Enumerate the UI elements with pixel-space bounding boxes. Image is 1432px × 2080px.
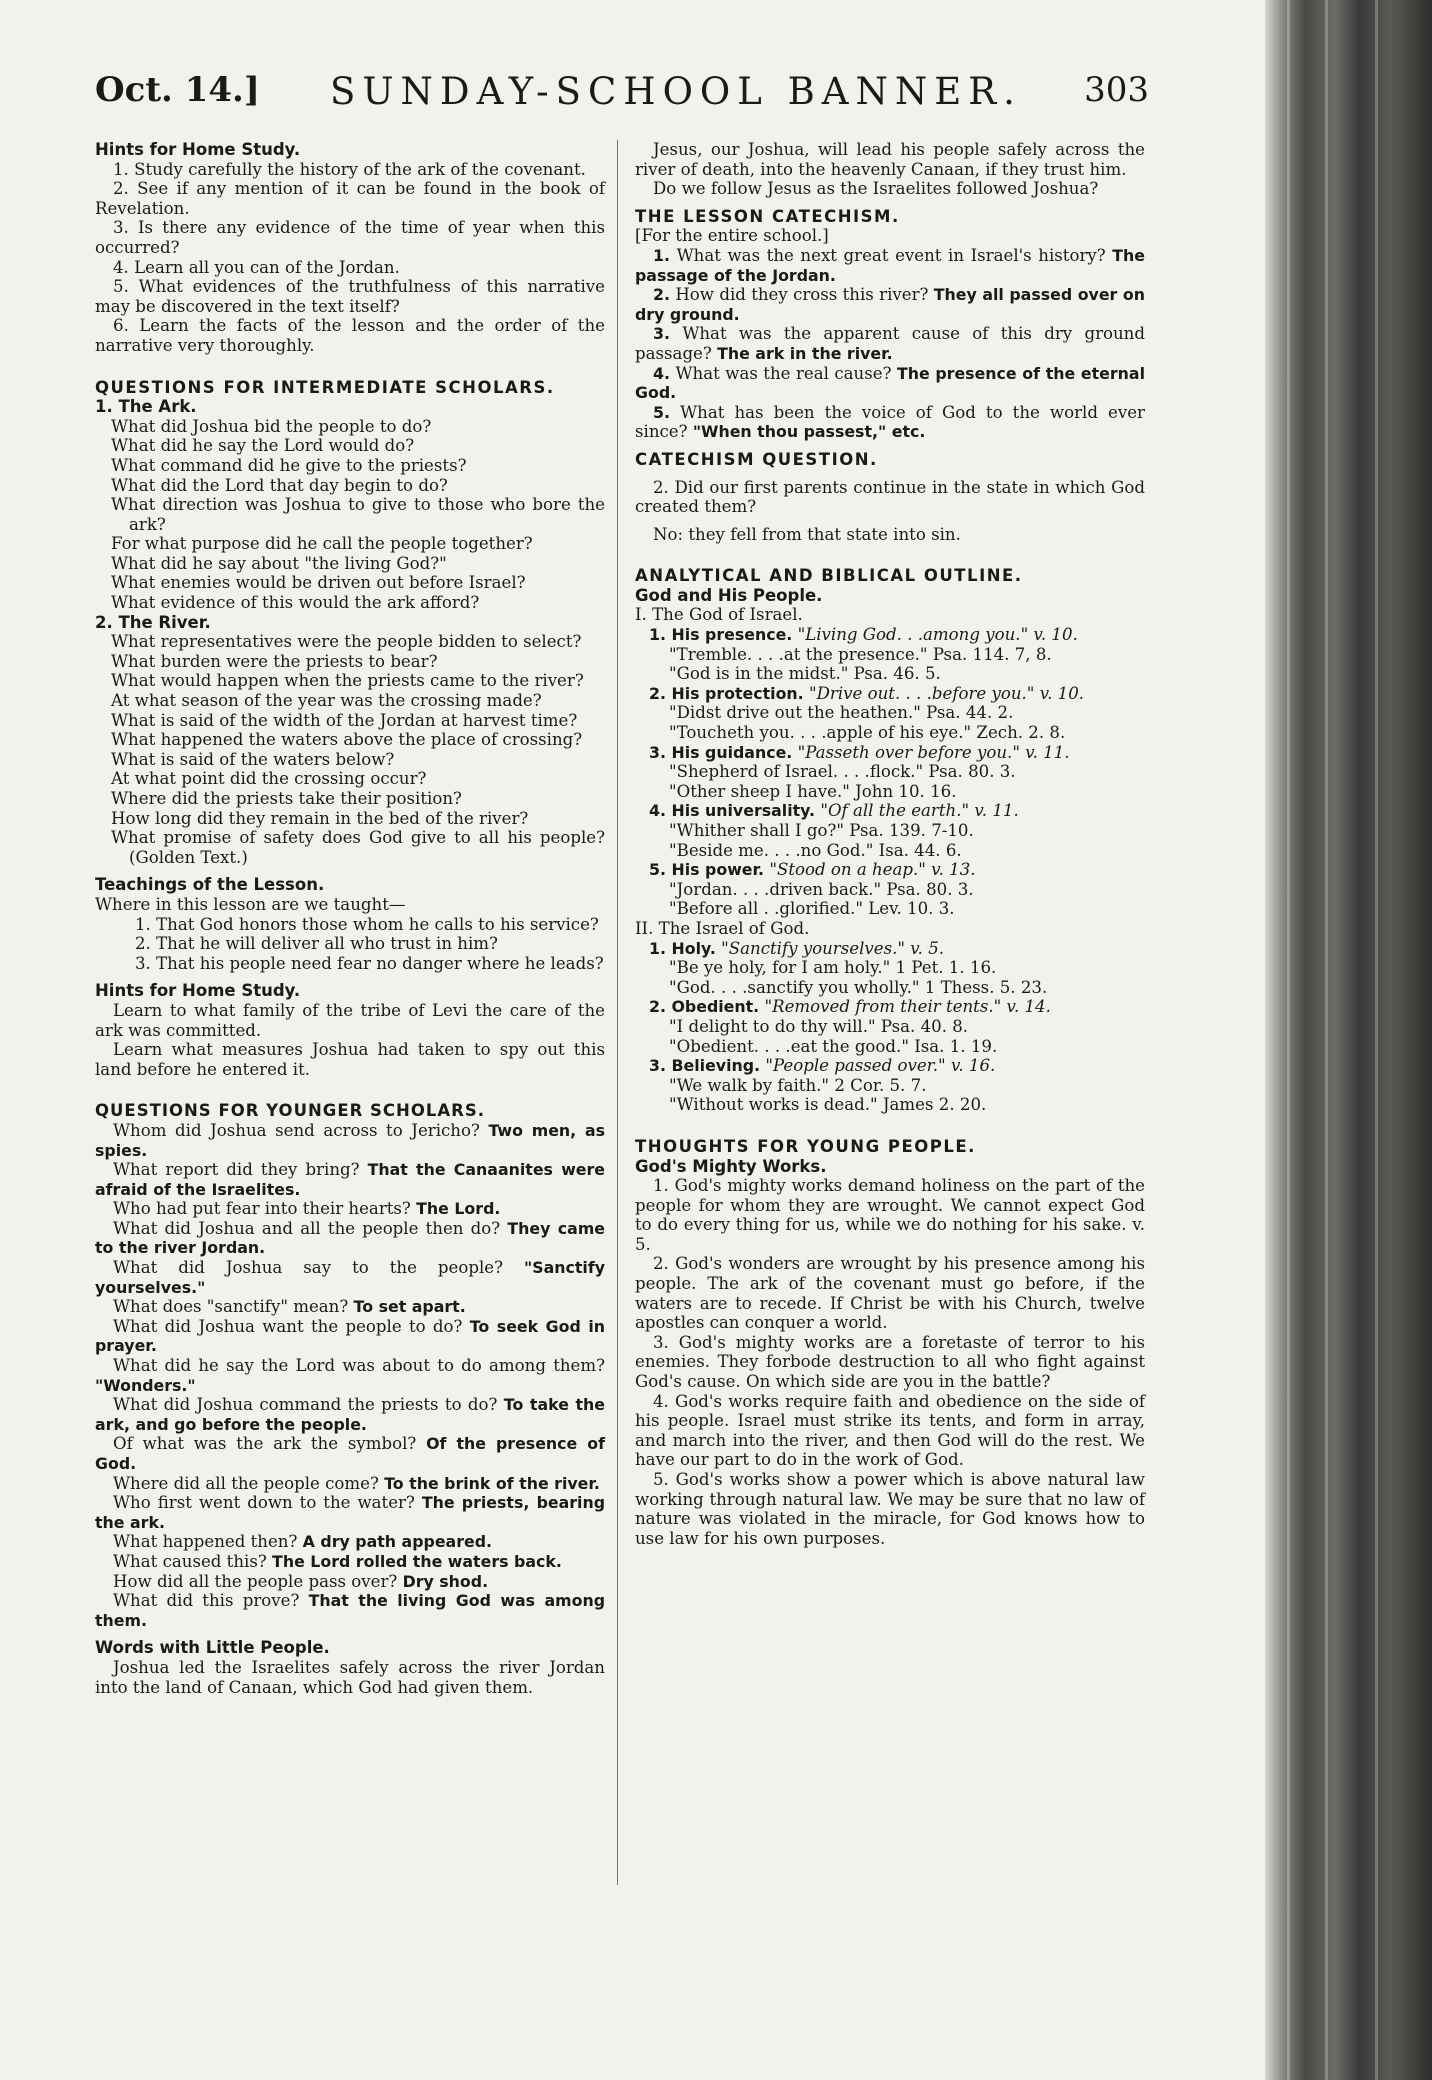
teaching-item: 1. That God honors those whom he calls to his service? [135,914,599,934]
outline-reference: "Whither shall I go?" Psa. 139. 7-10. [669,821,974,840]
answer-text: The priests, bearing the ark. [95,1493,606,1532]
question-item: What direction was Joshua to give to those who bore the ark? [111,495,605,534]
hint-item: 1. Study carefully the history of the ark of the covenant. [113,159,586,179]
hint-item: Learn what measures Joshua had taken to spy out this land before he entered it. [95,1040,605,1079]
question-text: What caused this? [113,1551,267,1571]
section-river-title: 2. The River. [95,612,211,632]
issue-date: Oct. 14.] [95,70,260,110]
qa-item [95,1356,605,1395]
answer-text: A dry path appeared. [302,1532,493,1552]
hints-list [95,160,605,356]
catechism-item [635,403,1145,442]
outline-point [635,860,1145,880]
thoughts-subheading: God's Mighty Works. [635,1156,827,1176]
outline-reference: "Before all . .glorified." Lev. 10. 3. [669,899,955,919]
hint-item: 5. What evidences of the truthfulness of this narrative may be discovered in the text itself? [95,277,605,316]
cq-answer: No: they fell from that state into sin. [653,524,961,544]
qa-item [95,1297,605,1317]
hint-item: 3. Is there any evidence of the time of year when this occurred? [95,218,605,257]
question-item: What did he say about "the living God?" [111,553,447,573]
outline-section-title: I. The God of Israel. [635,605,803,625]
outline-reference: "God. . . .sanctify you wholly." 1 Thess. 5. 23. [669,977,1048,997]
qa-item [95,1395,605,1434]
outline-body [635,605,1145,1114]
outline-reference: "Toucheth you. . . .apple of his eye." Zech. 2. 8. [669,723,1066,743]
qa-item [95,1572,605,1592]
hint-item: Learn to what family of the tribe of Levi the care of the ark was committed. [95,1000,605,1040]
question-text: Whom did Joshua send across to Jericho? [113,1120,480,1140]
hint-item: 6. Learn the facts of the lesson and the order of the narrative very thoroughly. [95,316,605,355]
younger-qa-list [95,1121,605,1630]
question-item: What happened the waters above the place of crossing? [111,730,583,750]
answer-text: That the Canaanites were afraid of the Israelites. [95,1160,606,1199]
column-divider [617,140,618,1885]
question-text: How did all the people pass over? [113,1571,398,1591]
answer-text: To set apart. [353,1297,466,1317]
question-text: Where did all the people come? [113,1473,379,1493]
catechism-item [635,246,1145,285]
thought-item: 2. God's wonders are wrought by his presence among his people. The ark of the covenant must go before, if the waters are to recede. If Christ be with his Church, twelve apostles can conquer a world. [635,1254,1145,1333]
hint-item: 4. Learn all you can of the Jordan. [113,257,400,277]
outline-reference: "Didst drive out the heathen." Psa. 44. 2. [669,703,1014,723]
thought-item: 5. God's works show a power which is above natural law working through natural law. We may be sure that no law of nature was violated in the miracle, for God knows how to use law for his own purposes. [635,1470,1145,1548]
left-column [95,140,605,1697]
question-item: What enemies would be driven out before Israel? [111,573,526,593]
question-item: At what point did the crossing occur? [111,769,427,789]
outline-point-text: "Living God. . .among you." v. 10. [797,625,1078,645]
page-header [95,70,1149,120]
answer-text: That the living God was among them. [95,1591,605,1630]
outline-point-label: 4. His universality. [649,801,816,821]
outline-point-label: 3. His guidance. [649,742,793,762]
outline-point-text: "Removed from their tents." v. 14. [764,997,1051,1017]
answer-text: Two men, as spies. [95,1120,606,1160]
younger-heading: QUESTIONS FOR YOUNGER SCHOLARS. [95,1101,486,1121]
thoughts-heading: THOUGHTS FOR YOUNG PEOPLE. [635,1136,976,1156]
question-text: Who first went down to the water? [113,1493,415,1513]
ark-questions [95,417,605,613]
intro-paragraph: Jesus, our Joshua, will lead his people safely across the river of death, into the heavenly Canaan, if they trust him. [635,140,1145,179]
outline-point [635,1056,1145,1076]
catechism-item [635,364,1145,403]
right-column [635,140,1145,1548]
hint-item: 2. See if any mention of it can be found in the book of Revelation. [95,179,605,218]
outline-point-text: "Stood on a heap." v. 13. [769,860,976,880]
question-item: What burden were the priests to bear? [111,651,438,671]
outline-reference: "Beside me. . . .no God." Isa. 44. 6. [669,840,962,860]
outline-point [635,684,1145,704]
qa-item [95,1219,605,1258]
outline-reference: "God is in the midst." Psa. 46. 5. [669,664,941,684]
teaching-item: 2. That he will deliver all who trust in him? [135,934,498,954]
catechism-answer: The passage of the Jordan. [635,245,1145,285]
outline-point-label: 1. Holy. [649,938,716,958]
question-text: What did this prove? [113,1591,300,1611]
answer-text: To take the ark, and go before the people. [95,1395,605,1434]
catechism-note: [For the entire school.] [635,226,829,246]
answer-text: The Lord rolled the waters back. [272,1551,562,1571]
teachings-intro: Where in this lesson are we taught— [95,894,406,914]
outline-subheading: God and His People. [635,585,823,605]
thought-item: 3. God's mighty works are a foretaste of terror to his enemies. They forbode destruction to all who fight against God's cause. On which side are you in the battle? [635,1332,1145,1392]
question-item: What would happen when the priests came to the river? [111,671,584,691]
outline-heading: ANALYTICAL AND BIBLICAL OUTLINE. [635,566,1023,586]
catechism-heading: THE LESSON CATECHISM. [635,206,900,226]
qa-item [95,1552,605,1572]
section-ark-title: 1. The Ark. [95,397,197,417]
question-text: What did Joshua command the priests to do? [113,1395,498,1415]
intro-paragraph: Do we follow Jesus as the Israelites followed Joshua? [653,179,1099,199]
outline-reference: "Shepherd of Israel. . . .flock." Psa. 80. 3. [669,762,1016,782]
catechism-answer: "When thou passest," etc. [692,422,926,442]
outline-point [635,939,1145,959]
hints2-heading: Hints for Home Study. [95,981,301,1001]
catechism-answer: The presence of the eternal God. [635,363,1145,403]
question-text: What did Joshua want the people to do? [113,1316,463,1336]
teachings-heading: Teachings of the Lesson. [95,875,325,895]
catechism-qa-list [635,246,1145,442]
question-item: What is said of the waters below? [111,749,395,769]
catechism-item [635,285,1145,324]
book-binding-edge [1265,0,1432,2080]
question-item: What did the Lord that day begin to do? [111,475,448,495]
catechism-question: What was the apparent cause of this dry ground passage? [635,324,1145,363]
publication-title: SUNDAY-SCHOOL BANNER. [330,70,1022,113]
qa-item [95,1199,605,1219]
answer-text: The Lord. [416,1199,501,1219]
outline-point-label: 3. Believing. [649,1056,761,1076]
words-text: Joshua led the Israelites safely across the river Jordan into the land of Canaan, which God had given them. [95,1657,605,1697]
intermediate-heading: QUESTIONS FOR INTERMEDIATE SCHOLARS. [95,377,555,397]
outline-point-text: "Sanctify yourselves." v. 5. [721,938,945,958]
qa-item [95,1258,605,1297]
catechism-number: 5. [653,402,670,422]
question-text: What happened then? [113,1532,298,1552]
outline-reference: "Jordan. . . .driven back." Psa. 80. 3. [669,879,974,899]
question-text: What did he say the Lord was about to do among them? [113,1356,605,1376]
answer-text: To seek God in prayer. [95,1316,605,1356]
page-number: 303 [1084,70,1149,110]
qa-item [95,1160,605,1199]
question-item: At what season of the year was the crossing made? [111,691,542,711]
question-item: What did he say the Lord would do? [111,436,415,456]
question-item: What command did he give to the priests? [111,455,467,475]
answer-text: "Wonders." [95,1375,196,1395]
outline-section-title: II. The Israel of God. [635,918,810,938]
thought-item: 4. God's works require faith and obedience on the side of his people. Israel must strike its tents, and form in array, and march into the river, and then God will do the rest. We have our part to do in the work of God. [635,1391,1145,1470]
catechism-item [635,324,1145,363]
qa-item [95,1317,605,1356]
question-item: For what purpose did he call the people together? [111,534,533,554]
catechism-question: What has been the voice of God to the world ever since? [635,402,1145,442]
outline-point-text: "Passeth over before you." v. 11. [797,742,1070,762]
question-item: Where did the priests take their position? [111,789,462,808]
question-text: What did Joshua say to the people? [113,1258,503,1278]
thoughts-list [635,1176,1145,1548]
answer-text: To the brink of the river. [384,1473,600,1493]
outline-reference: "Tremble. . . .at the presence." Psa. 114. 7, 8. [669,644,1052,664]
outline-point-text: "Drive out. . . .before you." v. 10. [808,683,1085,703]
question-text: Who had put fear into their hearts? [113,1199,411,1219]
question-item: What is said of the width of the Jordan at harvest time? [111,710,578,730]
question-text: What did Joshua and all the people then do? [113,1218,501,1238]
answer-text: Dry shod. [402,1571,489,1591]
outline-reference: "Without works is dead." James 2. 20. [669,1095,987,1115]
catechism-question: What was the next great event in Israel's history? [676,245,1106,265]
outline-reference: "Other sheep I have." John 10. 16. [669,781,957,801]
question-item: What promise of safety does God give to all his people? (Golden Text.) [111,828,605,867]
answer-text: They came to the river Jordan. [95,1218,605,1258]
outline-reference: "We walk by faith." 2 Cor. 5. 7. [669,1075,927,1095]
outline-reference: "Obedient. . . .eat the good." Isa. 1. 19. [669,1036,998,1056]
outline-point [635,625,1145,645]
catechism-question: What was the real cause? [675,363,892,383]
teaching-item: 3. That his people need fear no danger where he leads? [135,953,604,973]
outline-point-text: "Of all the earth." v. 11. [820,801,1019,821]
qa-item [95,1591,605,1630]
qa-item [95,1121,605,1160]
question-text: What does "sanctify" mean? [113,1297,349,1317]
hints-heading: Hints for Home Study. [95,140,301,159]
answer-text: "Sanctify yourselves." [95,1258,606,1297]
cq-question: 2. Did our first parents continue in the state in which God created them? [635,477,1145,517]
qa-item [95,1532,605,1552]
outline-point [635,801,1145,821]
outline-point-label: 5. His power. [649,860,765,880]
hints2-list [95,1001,605,1079]
catechism-number: 4. [653,363,670,383]
teachings-list [95,915,605,974]
answer-text: Of the presence of God. [95,1434,605,1473]
outline-reference: "I delight to do thy will." Psa. 40. 8. [669,1016,969,1036]
question-item: What did Joshua bid the people to do? [111,416,432,436]
outline-reference: "Be ye holy, for I am holy." 1 Pet. 1. 16. [669,958,997,978]
catechism-answer: They all passed over on dry ground. [635,285,1145,324]
outline-point [635,743,1145,763]
catechism-number: 1. [653,245,670,265]
catechism-number: 3. [653,324,670,344]
question-text: What report did they bring? [113,1160,360,1180]
question-text: Of what was the ark the symbol? [113,1434,417,1454]
outline-point-label: 2. Obedient. [649,997,760,1017]
catechism-answer: The ark in the river. [717,343,893,363]
question-item: What representatives were the people bidden to select? [111,632,582,652]
outline-point [635,997,1145,1017]
qa-item [95,1493,605,1532]
qa-item [95,1474,605,1494]
outline-point-label: 2. His protection. [649,683,804,703]
question-item: How long did they remain in the bed of the river? [111,808,529,828]
cq-heading: CATECHISM QUESTION. [635,449,878,469]
thought-item: 1. God's mighty works demand holiness on the part of the people for whom they are wrought. We cannot expect God to do every thing for us, while we do nothing for his sake. v. 5. [635,1176,1145,1254]
question-item: What evidence of this would the ark afford? [111,593,480,613]
outline-point-label: 1. His presence. [649,625,793,645]
intro-text [635,140,1145,199]
qa-item [95,1434,605,1473]
words-heading: Words with Little People. [95,1638,330,1658]
river-questions [95,632,605,867]
outline-point-text: "People passed over." v. 16. [765,1056,996,1076]
catechism-number: 2. [653,285,670,305]
catechism-question: How did they cross this river? [675,285,929,305]
